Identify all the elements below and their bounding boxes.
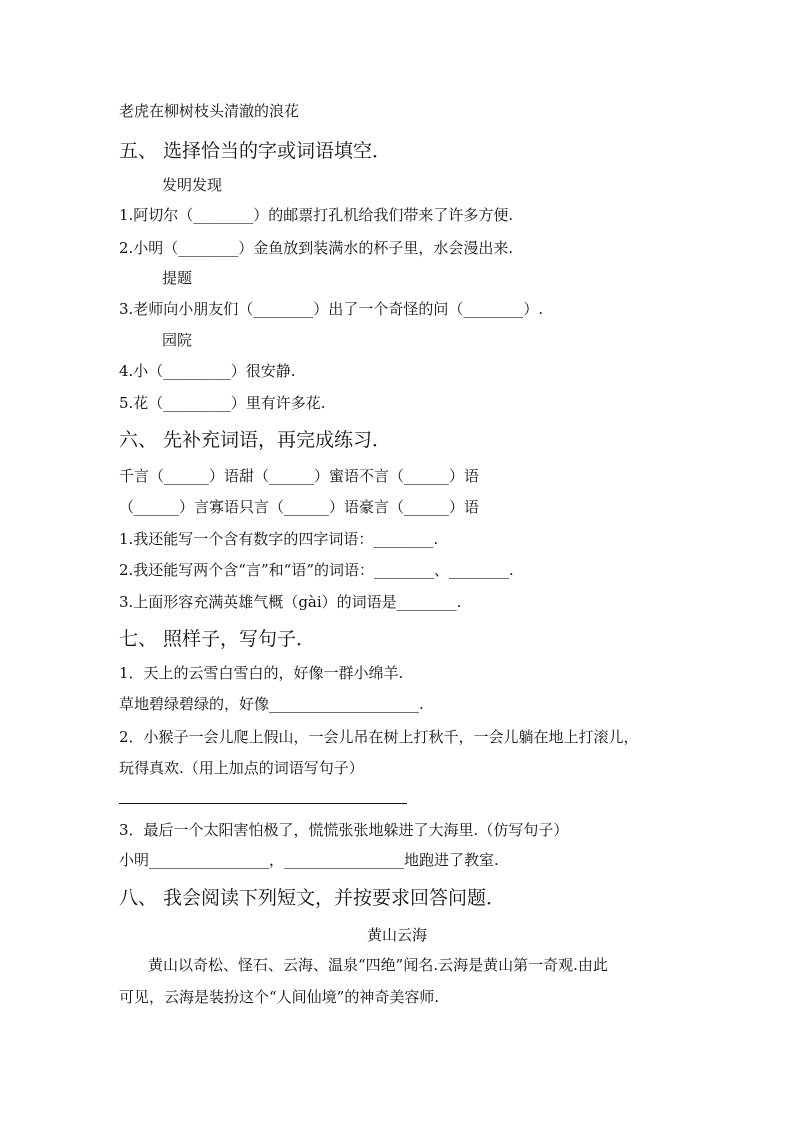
q7-1-example: 1．天上的云雪白雪白的，好像一群小绵羊.	[119, 664, 404, 682]
q7-2-line1: 2．小猴子一会儿爬上假山，一会儿吊在树上打秋千，一会儿躺在地上打滚儿，	[119, 728, 639, 746]
q6-3: 3.上面形容充满英雄气概（gài）的词语是________.	[119, 593, 462, 611]
section-7-heading: 七、 照样子，写句子．	[119, 628, 316, 650]
word-choice-1: 发明发现	[162, 176, 223, 194]
q6-2: 2.我还能写两个含“言”和“语”的词语：________、________.	[119, 561, 514, 579]
line-1: 老虎在柳树枝头清澈的浪花	[119, 102, 300, 120]
idiom-row-2: （______）言寡语只言（______）语豪言（______）语	[119, 498, 480, 516]
q5-1: 1.阿切尔（________）的邮票打孔机给我们带来了许多方便.	[119, 206, 514, 224]
answer-rule	[119, 803, 407, 804]
passage-line-2: 可见，云海是装扮这个“人间仙境”的神奇美容师.	[119, 988, 440, 1006]
section-8-heading: 八、 我会阅读下列短文，并按要求回答问题．	[119, 887, 506, 909]
q5-2: 2.小明（________）金鱼放到装满水的杯子里，水会漫出来.	[119, 239, 514, 257]
word-choice-3: 园院	[162, 331, 193, 349]
q7-3: 3．最后一个太阳害怕极了，慌慌张张地躲进了大海里.（仿写句子）	[119, 821, 569, 839]
word-choice-2: 提题	[162, 269, 193, 287]
q7-1-task: 草地碧绿碧绿的，好像____________________.	[119, 695, 424, 713]
idiom-row-1: 千言（______）语甜（______）蜜语不言（______）语	[119, 467, 480, 485]
q5-4: 4.小（_________）很安静.	[119, 362, 296, 380]
q5-3: 3.老师向小朋友们（________）出了一个奇怪的问（________）.	[119, 300, 544, 318]
q5-5: 5.花（_________）里有许多花.	[119, 394, 326, 412]
q7-2-line2: 玩得真欢.（用上加点的词语写句子）	[119, 759, 364, 777]
q6-1: 1.我还能写一个含有数字的四字词语：________.	[119, 530, 439, 548]
section-6-heading: 六、 先补充词语，再完成练习．	[119, 429, 392, 451]
passage-line-1: 黄山以奇松、怪石、云海、温泉“四绝”闻名.云海是黄山第一奇观.由此	[148, 956, 608, 974]
passage-title: 黄山云海	[366, 926, 427, 944]
section-5-heading: 五、 选择恰当的字或词语填空．	[119, 140, 392, 162]
q7-3-task: 小明________________，________________地跑进了教室.	[119, 851, 499, 869]
